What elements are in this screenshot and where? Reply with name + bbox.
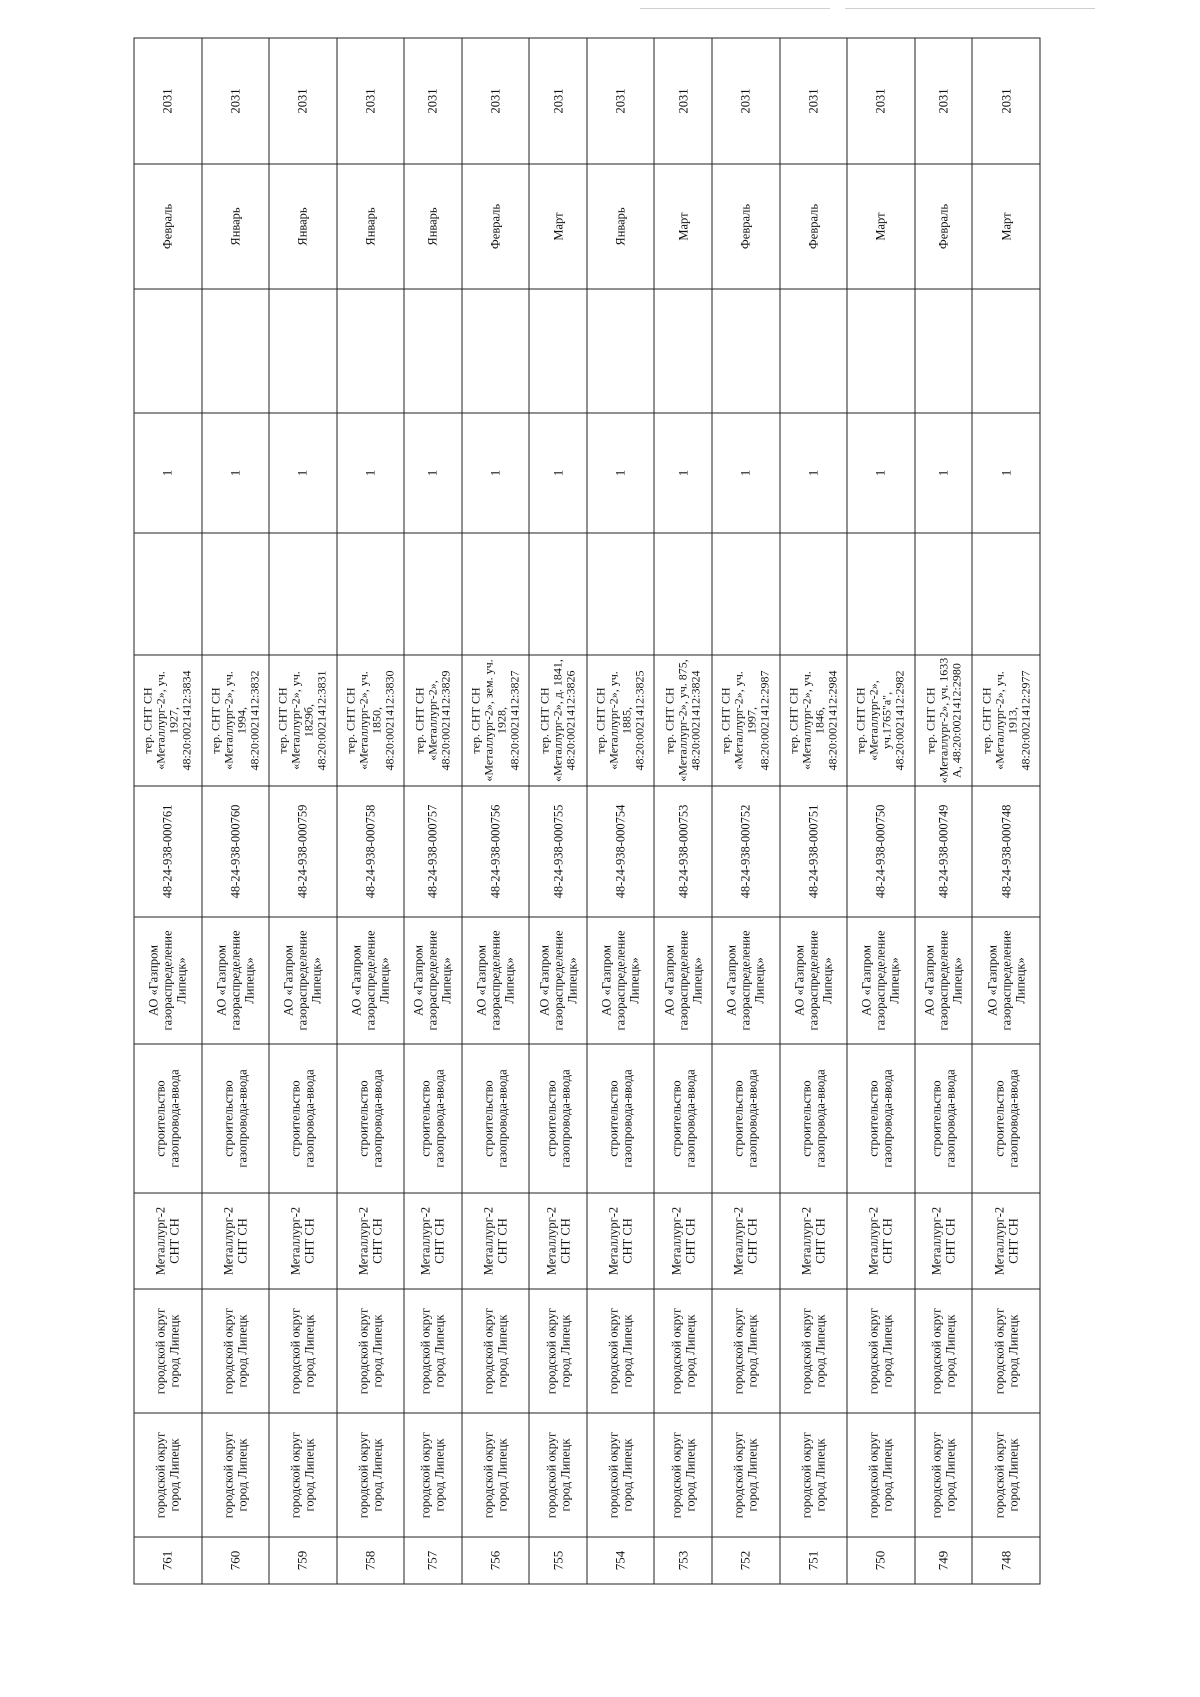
object-code-cell: 48-24-938-000748 — [972, 786, 1040, 917]
empty-column-cell — [586, 533, 654, 655]
municipal-district-cell: городской округ город Липецк — [586, 1413, 654, 1537]
organization-cell: АО «Газпром газораспределение Липецк» — [134, 917, 202, 1044]
year-cell: 2031 — [461, 38, 529, 164]
empty-column-cell — [201, 533, 269, 655]
empty-column-cell — [779, 289, 847, 413]
empty-column-cell — [269, 533, 337, 655]
empty-column-cell — [134, 289, 202, 413]
row-number-cell: 752 — [712, 1537, 780, 1584]
land-plot-address-cell: тер. СНТ СН «Металлург-2», уч. 1850, 48:20:0021412:3830 — [336, 655, 404, 786]
land-plot-address-cell: тер. СНТ СН «Металлург-2», уч. 1913, 48:20:0021412:2977 — [972, 655, 1040, 786]
quantity-cell: 1 — [586, 413, 654, 533]
empty-column-cell — [847, 533, 915, 655]
table-row — [461, 38, 529, 1584]
municipal-district-cell: городской округ город Липецк — [269, 1413, 337, 1537]
organization-cell: АО «Газпром газораспределение Липецк» — [404, 917, 462, 1044]
quantity-cell: 1 — [201, 413, 269, 533]
quantity-cell: 1 — [529, 413, 587, 533]
empty-column-cell — [461, 289, 529, 413]
organization-cell: АО «Газпром газораспределение Липецк» — [654, 917, 712, 1044]
month-cell: Март — [972, 164, 1040, 289]
snt-name-cell: Металлург-2 СНТ СН — [914, 1193, 972, 1289]
row-number-cell: 756 — [461, 1537, 529, 1584]
object-code-cell: 48-24-938-000749 — [914, 786, 972, 917]
settlement-cell: городской округ город Липецк — [914, 1289, 972, 1413]
month-cell: Январь — [269, 164, 337, 289]
row-number-cell: 755 — [529, 1537, 587, 1584]
land-plot-address-cell: тер. СНТ СН «Металлург-2», уч. 1994, 48:20:0021412:3832 — [201, 655, 269, 786]
empty-column-cell — [654, 533, 712, 655]
empty-column-cell — [404, 289, 462, 413]
work-type-cell: строительство газопровода-ввода — [712, 1044, 780, 1193]
settlement-cell: городской округ город Липецк — [336, 1289, 404, 1413]
object-code-cell: 48-24-938-000754 — [586, 786, 654, 917]
municipal-district-cell: городской округ город Липецк — [779, 1413, 847, 1537]
row-number-cell: 759 — [269, 1537, 337, 1584]
empty-column-cell — [972, 533, 1040, 655]
quantity-cell: 1 — [336, 413, 404, 533]
row-number-cell: 761 — [134, 1537, 202, 1584]
month-cell: Январь — [336, 164, 404, 289]
work-type-cell: строительство газопровода-ввода — [134, 1044, 202, 1193]
empty-column-cell — [847, 289, 915, 413]
empty-column-cell — [201, 289, 269, 413]
municipal-district-cell: городской округ город Липецк — [712, 1413, 780, 1537]
table-row — [269, 38, 337, 1584]
row-number-cell: 758 — [336, 1537, 404, 1584]
table-row — [404, 38, 462, 1584]
snt-name-cell: Металлург-2 СНТ СН — [779, 1193, 847, 1289]
month-cell: Февраль — [461, 164, 529, 289]
work-type-cell: строительство газопровода-ввода — [586, 1044, 654, 1193]
year-cell: 2031 — [529, 38, 587, 164]
empty-column-cell — [529, 289, 587, 413]
table-row — [847, 38, 915, 1584]
scan-artifact-line — [640, 8, 830, 9]
row-number-cell: 754 — [586, 1537, 654, 1584]
year-cell: 2031 — [779, 38, 847, 164]
snt-name-cell: Металлург-2 СНТ СН — [972, 1193, 1040, 1289]
organization-cell: АО «Газпром газораспределение Липецк» — [712, 917, 780, 1044]
object-code-cell: 48-24-938-000753 — [654, 786, 712, 917]
month-cell: Февраль — [134, 164, 202, 289]
empty-column-cell — [654, 289, 712, 413]
month-cell: Февраль — [914, 164, 972, 289]
empty-column-cell — [586, 289, 654, 413]
municipal-district-cell: городской округ город Липецк — [134, 1413, 202, 1537]
work-type-cell: строительство газопровода-ввода — [914, 1044, 972, 1193]
municipal-district-cell: городской округ город Липецк — [461, 1413, 529, 1537]
work-type-cell: строительство газопровода-ввода — [529, 1044, 587, 1193]
year-cell: 2031 — [134, 38, 202, 164]
row-number-cell: 750 — [847, 1537, 915, 1584]
municipal-district-cell: городской округ город Липецк — [914, 1413, 972, 1537]
municipal-district-cell: городской округ город Липецк — [529, 1413, 587, 1537]
row-number-cell: 748 — [972, 1537, 1040, 1584]
work-type-cell: строительство газопровода-ввода — [201, 1044, 269, 1193]
quantity-cell: 1 — [779, 413, 847, 533]
work-type-cell: строительство газопровода-ввода — [404, 1044, 462, 1193]
snt-name-cell: Металлург-2 СНТ СН — [201, 1193, 269, 1289]
month-cell: Март — [654, 164, 712, 289]
quantity-cell: 1 — [134, 413, 202, 533]
table-row — [914, 38, 972, 1584]
month-cell: Февраль — [712, 164, 780, 289]
empty-column-cell — [914, 289, 972, 413]
work-type-cell: строительство газопровода-ввода — [461, 1044, 529, 1193]
row-number-cell: 760 — [201, 1537, 269, 1584]
quantity-cell: 1 — [847, 413, 915, 533]
quantity-cell: 1 — [269, 413, 337, 533]
organization-cell: АО «Газпром газораспределение Липецк» — [336, 917, 404, 1044]
organization-cell: АО «Газпром газораспределение Липецк» — [269, 917, 337, 1044]
year-cell: 2031 — [201, 38, 269, 164]
object-code-cell: 48-24-938-000761 — [134, 786, 202, 917]
land-plot-address-cell: тер. СНТ СН «Металлург-2», д. 1841, 48:20:0021412:3826 — [529, 655, 587, 786]
empty-column-cell — [269, 289, 337, 413]
settlement-cell: городской округ город Липецк — [461, 1289, 529, 1413]
land-plot-address-cell: тер. СНТ СН «Металлург-2», уч. 1997, 48:20:0021412:2987 — [712, 655, 780, 786]
snt-name-cell: Металлург-2 СНТ СН — [134, 1193, 202, 1289]
month-cell: Март — [847, 164, 915, 289]
snt-name-cell: Металлург-2 СНТ СН — [586, 1193, 654, 1289]
organization-cell: АО «Газпром газораспределение Липецк» — [847, 917, 915, 1044]
work-type-cell: строительство газопровода-ввода — [779, 1044, 847, 1193]
organization-cell: АО «Газпром газораспределение Липецк» — [914, 917, 972, 1044]
organization-cell: АО «Газпром газораспределение Липецк» — [972, 917, 1040, 1044]
table-row — [654, 38, 712, 1584]
quantity-cell: 1 — [712, 413, 780, 533]
municipal-district-cell: городской округ город Липецк — [847, 1413, 915, 1537]
quantity-cell: 1 — [972, 413, 1040, 533]
gas-connection-register — [133, 37, 1040, 1584]
scan-artifact-line — [845, 8, 1095, 9]
quantity-cell: 1 — [404, 413, 462, 533]
year-cell: 2031 — [847, 38, 915, 164]
month-cell: Январь — [404, 164, 462, 289]
work-type-cell: строительство газопровода-ввода — [269, 1044, 337, 1193]
object-code-cell: 48-24-938-000755 — [529, 786, 587, 917]
table-row — [586, 38, 654, 1584]
land-plot-address-cell: тер. СНТ СН «Металлург-2», уч. 1829б, 48:20:0021412:3831 — [269, 655, 337, 786]
year-cell: 2031 — [654, 38, 712, 164]
month-cell: Январь — [201, 164, 269, 289]
row-number-cell: 751 — [779, 1537, 847, 1584]
municipal-district-cell: городской округ город Липецк — [336, 1413, 404, 1537]
year-cell: 2031 — [404, 38, 462, 164]
snt-name-cell: Металлург-2 СНТ СН — [654, 1193, 712, 1289]
month-cell: Февраль — [779, 164, 847, 289]
work-type-cell: строительство газопровода-ввода — [336, 1044, 404, 1193]
empty-column-cell — [404, 533, 462, 655]
organization-cell: АО «Газпром газораспределение Липецк» — [461, 917, 529, 1044]
land-plot-address-cell: тер. СНТ СН «Металлург-2», 48:20:0021412:3829 — [404, 655, 462, 786]
year-cell: 2031 — [914, 38, 972, 164]
municipal-district-cell: городской округ город Липецк — [654, 1413, 712, 1537]
object-code-cell: 48-24-938-000752 — [712, 786, 780, 917]
rotated-register-table — [133, 88, 1040, 1584]
organization-cell: АО «Газпром газораспределение Липецк» — [529, 917, 587, 1044]
snt-name-cell: Металлург-2 СНТ СН — [269, 1193, 337, 1289]
month-cell: Январь — [586, 164, 654, 289]
settlement-cell: городской округ город Липецк — [586, 1289, 654, 1413]
organization-cell: АО «Газпром газораспределение Липецк» — [201, 917, 269, 1044]
object-code-cell: 48-24-938-000758 — [336, 786, 404, 917]
year-cell: 2031 — [586, 38, 654, 164]
table-row — [134, 38, 202, 1584]
empty-column-cell — [336, 289, 404, 413]
month-cell: Март — [529, 164, 587, 289]
empty-column-cell — [134, 533, 202, 655]
settlement-cell: городской округ город Липецк — [404, 1289, 462, 1413]
year-cell: 2031 — [336, 38, 404, 164]
empty-column-cell — [461, 533, 529, 655]
settlement-cell: городской округ город Липецк — [529, 1289, 587, 1413]
object-code-cell: 48-24-938-000751 — [779, 786, 847, 917]
settlement-cell: городской округ город Липецк — [712, 1289, 780, 1413]
table-row — [779, 38, 847, 1584]
organization-cell: АО «Газпром газораспределение Липецк» — [779, 917, 847, 1044]
land-plot-address-cell: тер. СНТ СН «Металлург-2», уч. 1633 А, 48:20:0021412:2980 — [914, 655, 972, 786]
land-plot-address-cell: тер. СНТ СН «Металлург-2», уч. 1846, 48:20:0021412:2984 — [779, 655, 847, 786]
land-plot-address-cell: тер. СНТ СН «Металлург-2», уч. 1927, 48:20:0021412:3834 — [134, 655, 202, 786]
quantity-cell: 1 — [654, 413, 712, 533]
object-code-cell: 48-24-938-000757 — [404, 786, 462, 917]
row-number-cell: 749 — [914, 1537, 972, 1584]
empty-column-cell — [336, 533, 404, 655]
municipal-district-cell: городской округ город Липецк — [404, 1413, 462, 1537]
snt-name-cell: Металлург-2 СНТ СН — [712, 1193, 780, 1289]
snt-name-cell: Металлург-2 СНТ СН — [529, 1193, 587, 1289]
empty-column-cell — [712, 533, 780, 655]
snt-name-cell: Металлург-2 СНТ СН — [461, 1193, 529, 1289]
empty-column-cell — [972, 289, 1040, 413]
table-row — [336, 38, 404, 1584]
work-type-cell: строительство газопровода-ввода — [847, 1044, 915, 1193]
land-plot-address-cell: тер. СНТ СН «Металлург-2», уч. 1885, 48:20:0021412:3825 — [586, 655, 654, 786]
empty-column-cell — [779, 533, 847, 655]
year-cell: 2031 — [269, 38, 337, 164]
table-row — [712, 38, 780, 1584]
settlement-cell: городской округ город Липецк — [972, 1289, 1040, 1413]
quantity-cell: 1 — [914, 413, 972, 533]
snt-name-cell: Металлург-2 СНТ СН — [404, 1193, 462, 1289]
work-type-cell: строительство газопровода-ввода — [972, 1044, 1040, 1193]
settlement-cell: городской округ город Липецк — [201, 1289, 269, 1413]
quantity-cell: 1 — [461, 413, 529, 533]
snt-name-cell: Металлург-2 СНТ СН — [336, 1193, 404, 1289]
land-plot-address-cell: тер. СНТ СН «Металлург-2», уч.1765"а", 48:20:0021412:2982 — [847, 655, 915, 786]
empty-column-cell — [914, 533, 972, 655]
object-code-cell: 48-24-938-000750 — [847, 786, 915, 917]
land-plot-address-cell: тер. СНТ СН «Металлург-2», зем. уч. 1928, 48:20:0021412:3827 — [461, 655, 529, 786]
land-plot-address-cell: тер. СНТ СН «Металлург-2», уч. 875, 48:20:0021412:3824 — [654, 655, 712, 786]
work-type-cell: строительство газопровода-ввода — [654, 1044, 712, 1193]
settlement-cell: городской округ город Липецк — [779, 1289, 847, 1413]
municipal-district-cell: городской округ город Липецк — [201, 1413, 269, 1537]
year-cell: 2031 — [972, 38, 1040, 164]
settlement-cell: городской округ город Липецк — [654, 1289, 712, 1413]
settlement-cell: городской округ город Липецк — [847, 1289, 915, 1413]
object-code-cell: 48-24-938-000756 — [461, 786, 529, 917]
object-code-cell: 48-24-938-000760 — [201, 786, 269, 917]
organization-cell: АО «Газпром газораспределение Липецк» — [586, 917, 654, 1044]
empty-column-cell — [529, 533, 587, 655]
year-cell: 2031 — [712, 38, 780, 164]
municipal-district-cell: городской округ город Липецк — [972, 1413, 1040, 1537]
table-row — [529, 38, 587, 1584]
settlement-cell: городской округ город Липецк — [269, 1289, 337, 1413]
object-code-cell: 48-24-938-000759 — [269, 786, 337, 917]
settlement-cell: городской округ город Липецк — [134, 1289, 202, 1413]
empty-column-cell — [712, 289, 780, 413]
row-number-cell: 753 — [654, 1537, 712, 1584]
table-row — [972, 38, 1040, 1584]
table-row — [201, 38, 269, 1584]
row-number-cell: 757 — [404, 1537, 462, 1584]
snt-name-cell: Металлург-2 СНТ СН — [847, 1193, 915, 1289]
